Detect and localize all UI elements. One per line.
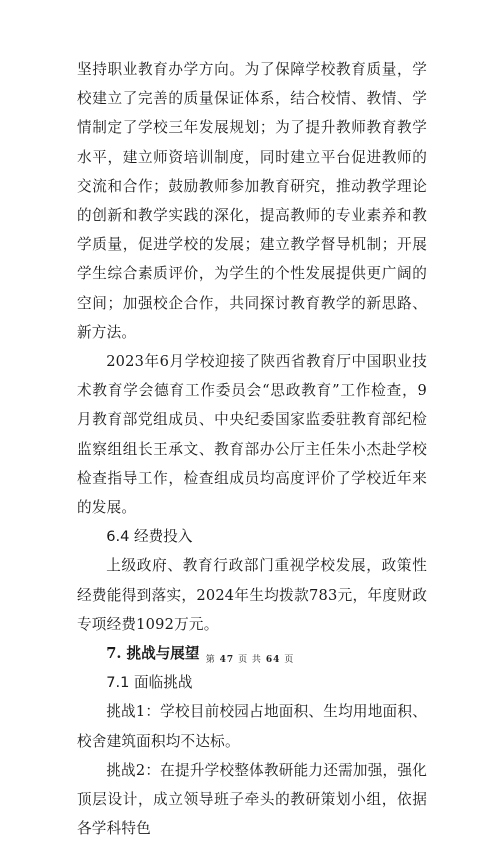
footer-page-number: 47 (219, 655, 235, 665)
heading-6-4-funding: 6.4 经费投入 (106, 528, 193, 546)
paragraph-challenge-2: 挑战2：在提升学校整体教研能力还需加强，强化顶层设计，成立领导班子牵头的教研策划小组，依据各学科特色 (77, 761, 427, 838)
heading-7-1-challenges: 7.1 面临挑战 (106, 674, 193, 692)
footer-prefix: 第 (205, 655, 216, 665)
heading-7-challenges-outlook: 7. 挑战与展望 (106, 645, 200, 663)
paragraph-challenge-1: 挑战1：学校目前校园占地面积、生均用地面积、校舍建筑面积均不达标。 (77, 703, 427, 750)
paragraph-inspection: 2023年6月学校迎接了陕西省教育厅中国职业技术教育学会德育工作委员会“思政教育”工作检查，9月教育部党组成员、中央纪委国家监委驻教育部纪检监察组组长王承文、教育部办公厅主任朱小杰赴学校检查指导工作，检查组成员均高度评价了学校近年来的发展。 (77, 353, 427, 517)
page-content (77, 55, 427, 843)
paragraph-quality-assurance: 坚持职业教育办学方向。为了保障学校教育质量，学校建立了完善的质量保证体系，结合校情、教情、学情制定了学校三年发展规划；为了提升教师教育教学水平，建立师资培训制度，同时建立平台促进教师的交流和合作；鼓励教师参加教育研究，推动教学理论的创新和教学实践的深化，提高教师的专业素养和教学质量，促进学校的发展；建立教学督导机制；开展学生综合素质评价，为学生的个性发展提供更广阔的空间；加强校企合作，共同探讨教育教学的新思路、新方法。 (77, 61, 427, 341)
page-footer (0, 652, 500, 665)
footer-suffix: 页 (284, 655, 295, 665)
footer-total-pages: 64 (265, 655, 281, 665)
footer-middle: 页 共 (238, 655, 262, 665)
paragraph-funding: 上级政府、教育行政部门重视学校发展，政策性经费能得到落实，2024年生均拨款783元，年度财政专项经费1092万元。 (77, 557, 427, 633)
